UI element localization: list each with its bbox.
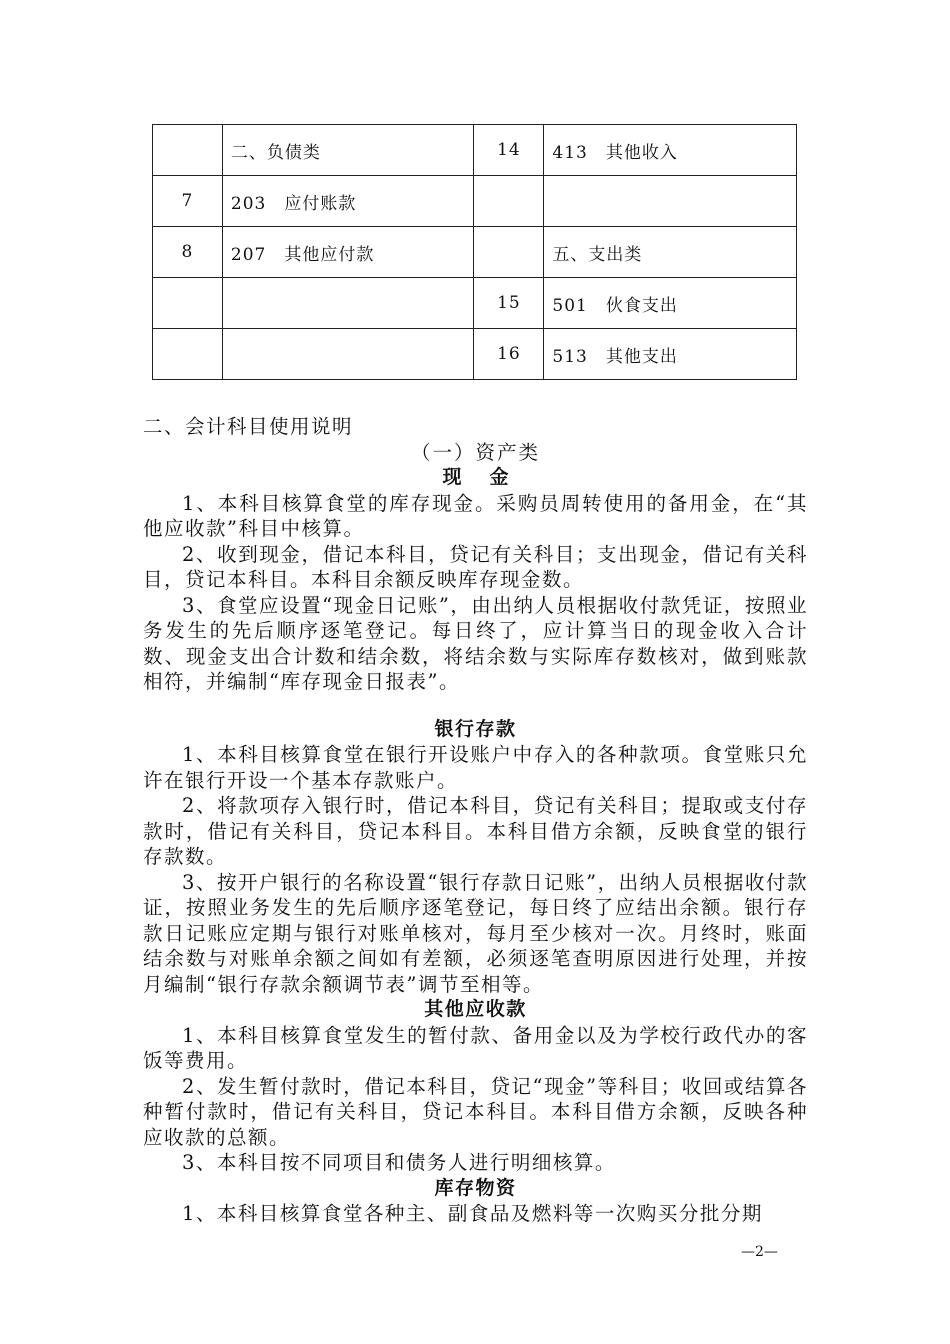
subsection-heading: （一）资产类 (410, 440, 540, 464)
inventory-paragraph-1: 1、本科目核算食堂各种主、副食品及燃料等一次购买分批分期 (182, 1202, 763, 1225)
row-number (474, 227, 544, 278)
table-row (153, 125, 797, 176)
accounts-table (152, 124, 797, 380)
account-cell: 五、支出类 (544, 227, 797, 278)
cash-paragraph-2: 2、收到现金，借记本科目，贷记有关科目；支出现金，借记有关科目，贷记本科目。本科目余额反映库存现金数。 (143, 542, 808, 591)
table-row (153, 278, 797, 329)
receivable-paragraph-1: 1、本科目核算食堂发生的暂付款、备用金以及为学校行政代办的客饭等费用。 (143, 1023, 808, 1072)
receivable-paragraph-3: 3、本科目按不同项目和债务人进行明细核算。 (182, 1151, 616, 1174)
account-cell: 501 伙食支出 (544, 278, 797, 329)
row-number (153, 125, 223, 176)
table-row (153, 227, 797, 278)
bank-paragraph-3: 3、按开户银行的名称设置“银行存款日记账”，出纳人员根据收付款证，按照业务发生的先后顺序逐笔登记，每日终了应结出余额。银行存款日记账应定期与银行对账单核对，每月至少核对一次。月终时，账面结余数与对账单余额之间如有差额，必须逐笔查明原因进行处理，并按月编制“银行存款余额调节表”调节至相等。 (143, 870, 808, 996)
account-cell: 413 其他收入 (544, 125, 797, 176)
spacer (143, 695, 808, 717)
row-number: 16 (474, 329, 544, 380)
row-number (153, 329, 223, 380)
bank-paragraph-2: 2、将款项存入银行时，借记本科目，贷记有关科目；提取或支付存款时，借记有关科目，贷记本科目。本科目借方余额，反映食堂的银行存款数。 (143, 794, 808, 868)
cash-paragraph-3: 3、食堂应设置“现金日记账”，由出纳人员根据收付款凭证，按照业务发生的先后顺序逐笔登记。每日终了，应计算当日的现金收入合计数、现金支出合计数和结余数，将结余数与实际库存数核对，做到账款相符，并编制“库存现金日报表”。 (143, 593, 808, 693)
account-cell: 513 其他支出 (544, 329, 797, 380)
table-row (153, 176, 797, 227)
document-body (143, 414, 808, 1227)
account-cell: 203 应付账款 (222, 176, 474, 227)
bank-deposit-title: 银行存款 (434, 717, 517, 740)
row-number: 8 (153, 227, 223, 278)
row-number: 7 (153, 176, 223, 227)
account-cell (544, 176, 797, 227)
inventory-title: 库存物资 (434, 1176, 517, 1199)
row-number (153, 278, 223, 329)
account-cell: 二、负债类 (222, 125, 474, 176)
row-number (474, 176, 544, 227)
row-number: 14 (474, 125, 544, 176)
cash-paragraph-1: 1、本科目核算食堂的库存现金。采购员周转使用的备用金，在“其他应收款”科目中核算。 (143, 491, 808, 540)
account-cell (222, 329, 474, 380)
section-heading: 二、会计科目使用说明 (143, 415, 354, 438)
page-number: —2— (741, 1244, 778, 1260)
other-receivables-title: 其他应收款 (424, 998, 527, 1020)
row-number: 15 (474, 278, 544, 329)
bank-paragraph-1: 1、本科目核算食堂在银行开设账户中存入的各种款项。食堂账只允许在银行开设一个基本存款账户。 (143, 743, 808, 792)
table-row (153, 329, 797, 380)
account-cell: 207 其他应付款 (222, 227, 474, 278)
account-cell (222, 278, 474, 329)
receivable-paragraph-2: 2、发生暂付款时，借记本科目，贷记“现金”等科目；收回或结算各种暂付款时，借记有关科目，贷记本科目。本科目借方余额，反映各种应收款的总额。 (143, 1074, 808, 1149)
cash-title: 现金 (442, 466, 537, 488)
